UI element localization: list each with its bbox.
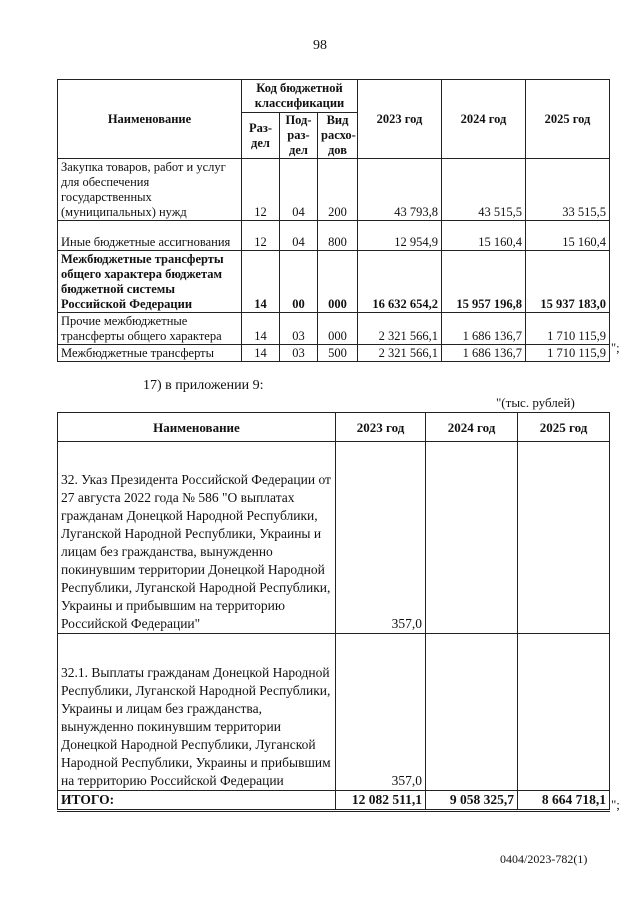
row-2025: 15 937 183,0	[526, 251, 610, 313]
row-name: Межбюджетные трансферты общего характера бюджетам бюджетной системы Российской Федерации	[58, 251, 242, 313]
header-code-group: Код бюджетной классификации	[242, 80, 358, 113]
row-type: 800	[318, 221, 358, 251]
row-name: Прочие межбюджетные трансферты общего характера	[58, 313, 242, 345]
row-2025: 15 160,4	[526, 221, 610, 251]
row-subsection: 04	[280, 221, 318, 251]
table-row	[58, 442, 610, 634]
row-name: Межбюджетные трансферты	[58, 345, 242, 362]
row-2023: 12 954,9	[358, 221, 442, 251]
row-subsection: 04	[280, 159, 318, 221]
row-subsection: 00	[280, 251, 318, 313]
row-2024	[426, 442, 518, 634]
table-row	[58, 345, 610, 362]
row-name: Закупка товаров, работ и услуг для обеспечения государственных (муниципальных) нужд	[58, 159, 242, 221]
row-type: 000	[318, 251, 358, 313]
total-2025: 8 664 718,1	[518, 791, 610, 811]
total-2024: 9 058 325,7	[426, 791, 518, 811]
table1-closing-mark: ";	[611, 341, 620, 355]
header-subsection: Под- раз- дел	[280, 113, 318, 159]
header-section: Раз- дел	[242, 113, 280, 159]
budget-classification-table	[57, 79, 610, 362]
row-section: 14	[242, 251, 280, 313]
header-2025: 2025 год	[518, 413, 610, 442]
row-type: 500	[318, 345, 358, 362]
row-name: 32.1. Выплаты гражданам Донецкой Народной Республики, Луганской Народной Республики, Украины и лицам без гражданства, вынужденно покинувшим территории Донецкой Народной Республики, Луганской Народной Республики, Украины и прибывшим на территорию Российской Федерации	[58, 634, 336, 791]
table2-closing-mark: ";	[611, 797, 620, 812]
row-2023: 16 632 654,2	[358, 251, 442, 313]
header-name: Наименование	[58, 80, 242, 159]
row-section: 14	[242, 345, 280, 362]
row-2025: 33 515,5	[526, 159, 610, 221]
row-name: Иные бюджетные ассигнования	[58, 221, 242, 251]
appendix9-table	[57, 412, 610, 812]
row-2023: 2 321 566,1	[358, 345, 442, 362]
header-2023: 2023 год	[358, 80, 442, 159]
row-subsection: 03	[280, 313, 318, 345]
table-row	[58, 634, 610, 791]
page-number: 98	[313, 38, 327, 53]
row-2025: 1 710 115,9	[526, 313, 610, 345]
table-row	[58, 251, 610, 313]
header-name: Наименование	[58, 413, 336, 442]
row-section: 12	[242, 159, 280, 221]
row-name: 32. Указ Президента Российской Федерации от 27 августа 2022 года № 586 "О выплатах гражданам Донецкой Народной Республики, Луганской Народной Республики, Украины и лицам без гражданства, вынужденно покинувшим территории Донецкой Народной Республики, Луганской Народной Республики, Украины и прибывшим на территорию Российской Федерации"	[58, 442, 336, 634]
row-2025	[518, 442, 610, 634]
row-2023: 2 321 566,1	[358, 313, 442, 345]
header-2023: 2023 год	[336, 413, 426, 442]
header-2024: 2024 год	[426, 413, 518, 442]
row-2023: 43 793,8	[358, 159, 442, 221]
appendix-intro: 17) в приложении 9:	[143, 378, 264, 393]
table-row	[58, 159, 610, 221]
table-row	[58, 313, 610, 345]
row-type: 200	[318, 159, 358, 221]
row-type: 000	[318, 313, 358, 345]
total-row	[58, 791, 610, 811]
header-expense-type: Вид расхо- дов	[318, 113, 358, 159]
row-2024: 1 686 136,7	[442, 345, 526, 362]
document-code: 0404/2023-782(1)	[500, 852, 588, 866]
header-2024: 2024 год	[442, 80, 526, 159]
row-2024: 1 686 136,7	[442, 313, 526, 345]
row-section: 12	[242, 221, 280, 251]
row-2024: 15 957 196,8	[442, 251, 526, 313]
row-2025	[518, 634, 610, 791]
row-2024	[426, 634, 518, 791]
row-2025: 1 710 115,9	[526, 345, 610, 362]
total-2023: 12 082 511,1	[336, 791, 426, 811]
row-2023: 357,0	[336, 634, 426, 791]
row-subsection: 03	[280, 345, 318, 362]
table-row	[58, 221, 610, 251]
row-section: 14	[242, 313, 280, 345]
header-2025: 2025 год	[526, 80, 610, 159]
unit-label: "(тыс. рублей)	[496, 395, 575, 410]
total-label: ИТОГО:	[58, 791, 336, 811]
row-2024: 43 515,5	[442, 159, 526, 221]
row-2024: 15 160,4	[442, 221, 526, 251]
row-2023: 357,0	[336, 442, 426, 634]
